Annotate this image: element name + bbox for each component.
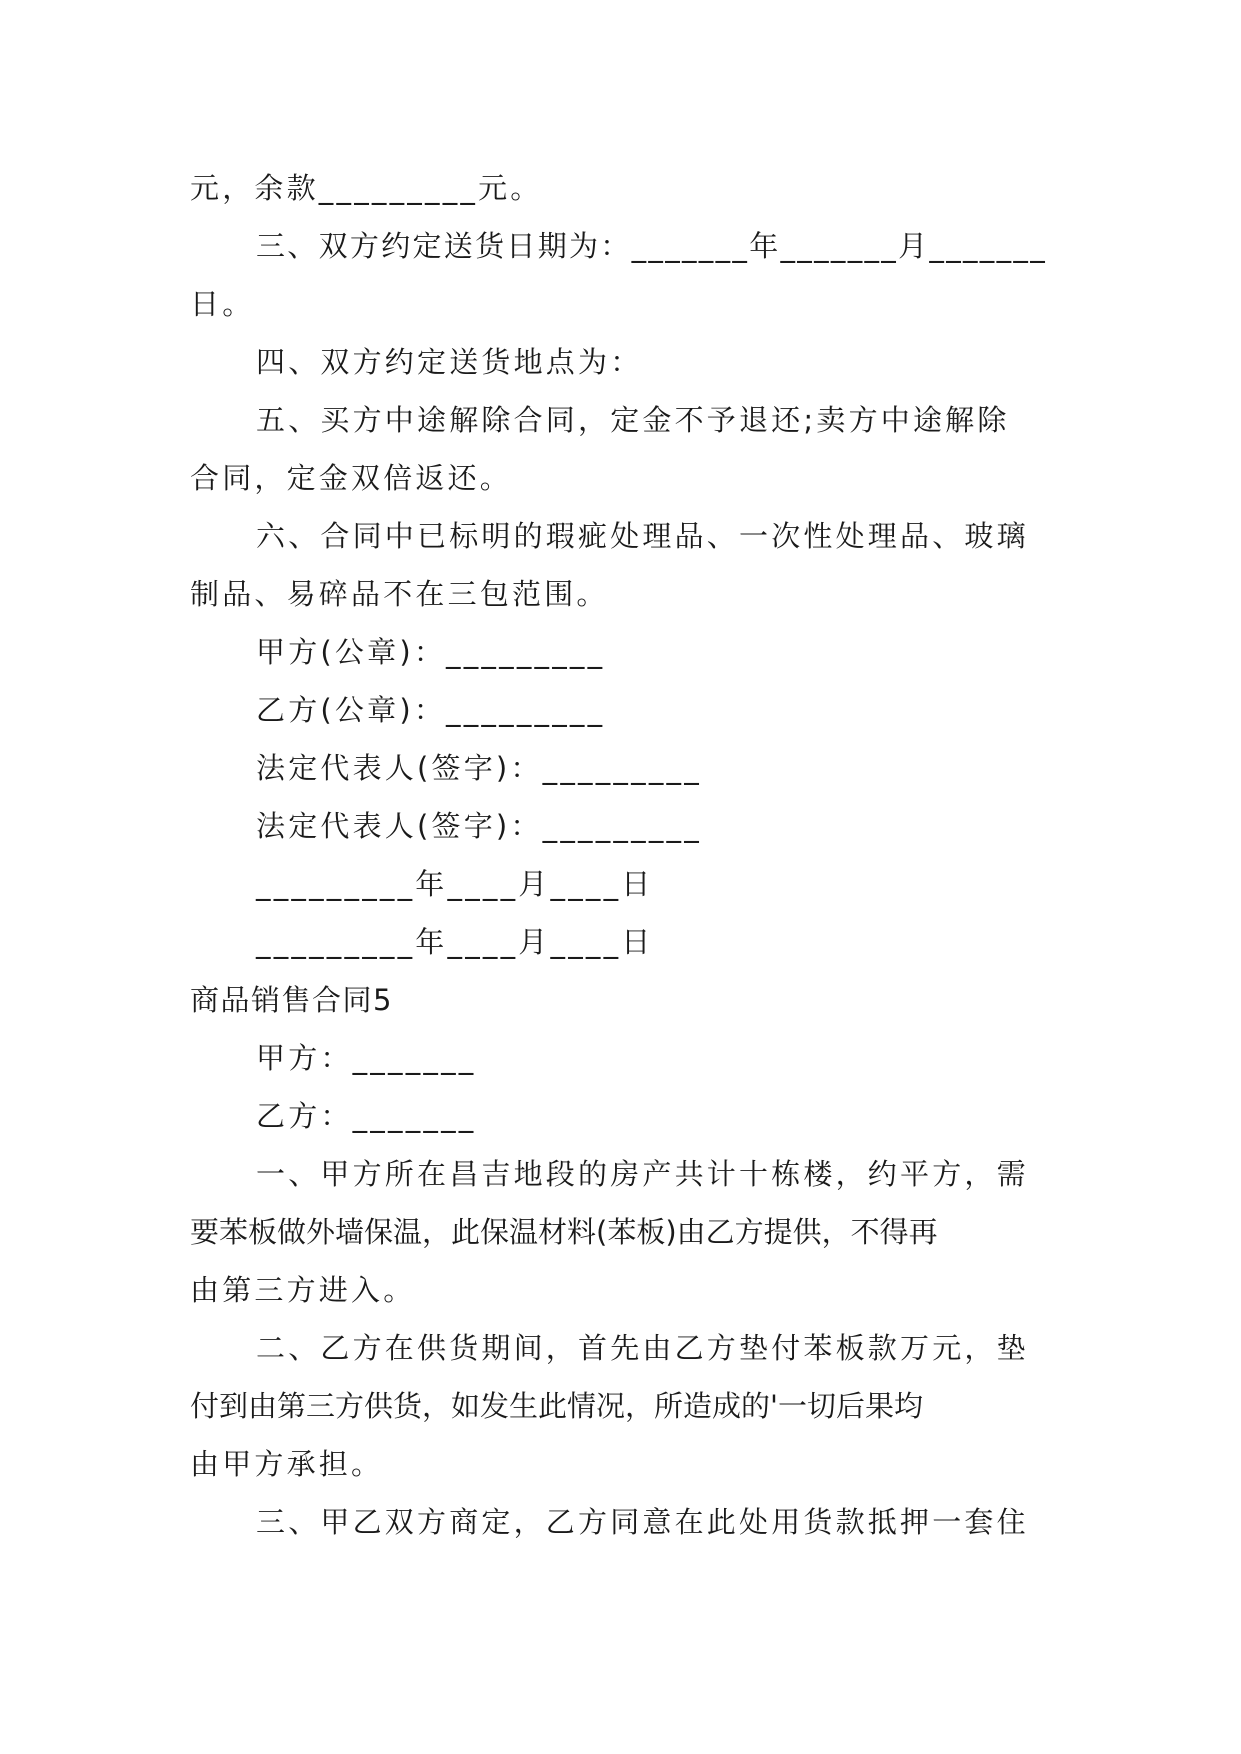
text-line-delivery-location: 四、双方约定送货地点为： xyxy=(256,345,643,379)
signature-party-b-seal: 乙方(公章)：_________ xyxy=(256,693,606,727)
clause-1-line-1: 一、甲方所在昌吉地段的房产共计十栋楼，约平方，需 xyxy=(256,1157,1029,1191)
text-line-termination-cont: 合同，定金双倍返还。 xyxy=(190,461,513,495)
clause-1-line-3: 由第三方进入。 xyxy=(190,1273,416,1307)
signature-legal-rep-2: 法定代表人(签字)：_________ xyxy=(256,809,702,843)
signature-date-2: _________年____月____日 xyxy=(256,925,654,959)
signature-party-a-seal: 甲方(公章)：_________ xyxy=(256,635,606,669)
signature-date-1: _________年____月____日 xyxy=(256,867,654,901)
clause-1-line-2: 要苯板做外墙保温，此保温材料(苯板)由乙方提供，不得再 xyxy=(190,1215,938,1249)
clause-2-line-1: 二、乙方在供货期间，首先由乙方垫付苯板款万元，垫 xyxy=(256,1331,1029,1365)
section-title: 商品销售合同5 xyxy=(190,983,393,1017)
text-line-balance: 元，余款_________元。 xyxy=(190,171,543,205)
party-a-line: 甲方：_______ xyxy=(256,1041,477,1075)
text-line-defects: 六、合同中已标明的瑕疵处理品、一次性处理品、玻璃 xyxy=(256,519,1029,553)
clause-2-line-2: 付到由第三方供货，如发生此情况，所造成的'一切后果均 xyxy=(190,1389,923,1423)
text-line-day: 日。 xyxy=(190,287,255,321)
party-b-line: 乙方：_______ xyxy=(256,1099,477,1133)
signature-legal-rep-1: 法定代表人(签字)：_________ xyxy=(256,751,702,785)
clause-3-line-1: 三、甲乙双方商定，乙方同意在此处用货款抵押一套住 xyxy=(256,1505,1029,1539)
text-line-defects-cont: 制品、易碎品不在三包范围。 xyxy=(190,577,609,611)
text-line-delivery-date: 三、双方约定送货日期为：_______年_______月_______ xyxy=(256,229,1048,263)
text-line-termination: 五、买方中途解除合同，定金不予退还;卖方中途解除 xyxy=(256,403,1010,437)
clause-2-line-3: 由甲方承担。 xyxy=(190,1447,384,1481)
